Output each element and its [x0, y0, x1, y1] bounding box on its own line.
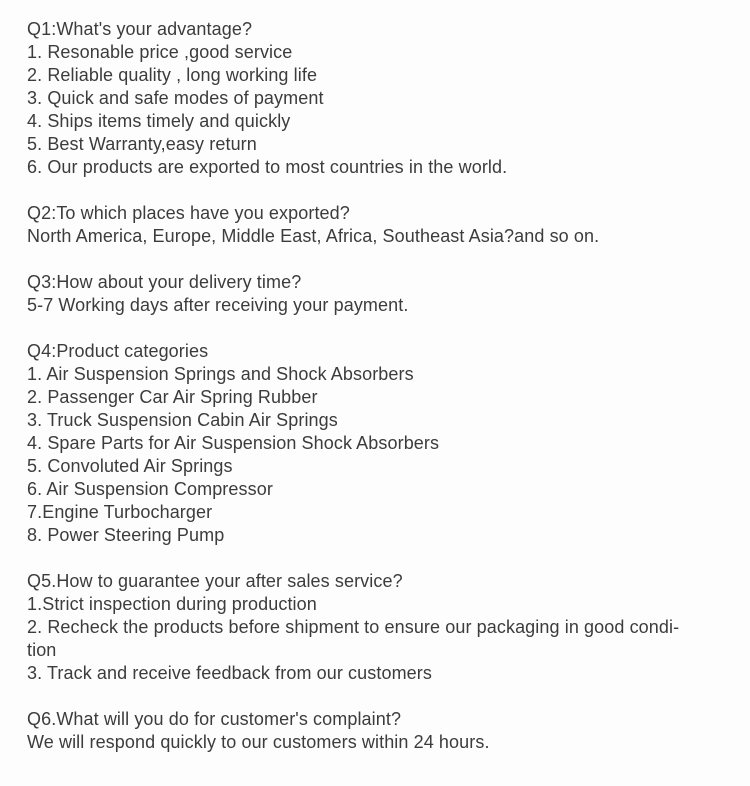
faq-answer-line: 1. Air Suspension Springs and Shock Absorbers [27, 364, 414, 384]
faq-answer-line: 2. Passenger Car Air Spring Rubber [27, 387, 318, 407]
faq-answer-line: 7.Engine Turbocharger [27, 502, 213, 522]
faq-answer-line: 2. Reliable quality , long working life [27, 65, 318, 85]
faq-section [27, 340, 732, 547]
faq-answer-line: 1. Resonable price ,good service [27, 42, 293, 62]
faq-question: Q2:To which places have you exported? [27, 203, 350, 223]
faq-question: Q1:What's your advantage? [27, 19, 253, 39]
faq-answer-line: 3. Truck Suspension Cabin Air Springs [27, 410, 338, 430]
faq-answer-line: 5. Convoluted Air Springs [27, 456, 233, 476]
faq-sections [27, 18, 732, 754]
faq-section [27, 18, 732, 179]
faq-answer-line: 6. Air Suspension Compressor [27, 479, 273, 499]
faq-section [27, 708, 732, 754]
faq-question: Q4:Product categories [27, 341, 209, 361]
faq-answer-line: 4. Spare Parts for Air Suspension Shock Absorbers [27, 433, 440, 453]
faq-section [27, 570, 732, 685]
faq-answer-line: 6. Our products are exported to most countries in the world. [27, 157, 508, 177]
faq-answer-line: 3. Track and receive feedback from our customers [27, 663, 432, 683]
faq-answer-line: North America, Europe, Middle East, Africa, Southeast Asia?and so on. [27, 226, 600, 246]
faq-answer-line: tion [27, 640, 57, 660]
faq-answer-line: 2. Recheck the products before shipment to ensure our packaging in good condi- [27, 617, 680, 637]
faq-answer-line: 1.Strict inspection during production [27, 594, 317, 614]
faq-answer-line: 5-7 Working days after receiving your payment. [27, 295, 409, 315]
faq-question: Q5.How to guarantee your after sales service? [27, 571, 403, 591]
faq-section [27, 271, 732, 317]
faq-answer-line: 3. Quick and safe modes of payment [27, 88, 324, 108]
faq-answer-line: We will respond quickly to our customers within 24 hours. [27, 732, 490, 752]
faq-answer-line: 8. Power Steering Pump [27, 525, 225, 545]
faq-question: Q6.What will you do for customer's complaint? [27, 709, 402, 729]
faq-section [27, 202, 732, 248]
faq-answer-line: 5. Best Warranty,easy return [27, 134, 257, 154]
faq-question: Q3:How about your delivery time? [27, 272, 302, 292]
faq-answer-line: 4. Ships items timely and quickly [27, 111, 291, 131]
